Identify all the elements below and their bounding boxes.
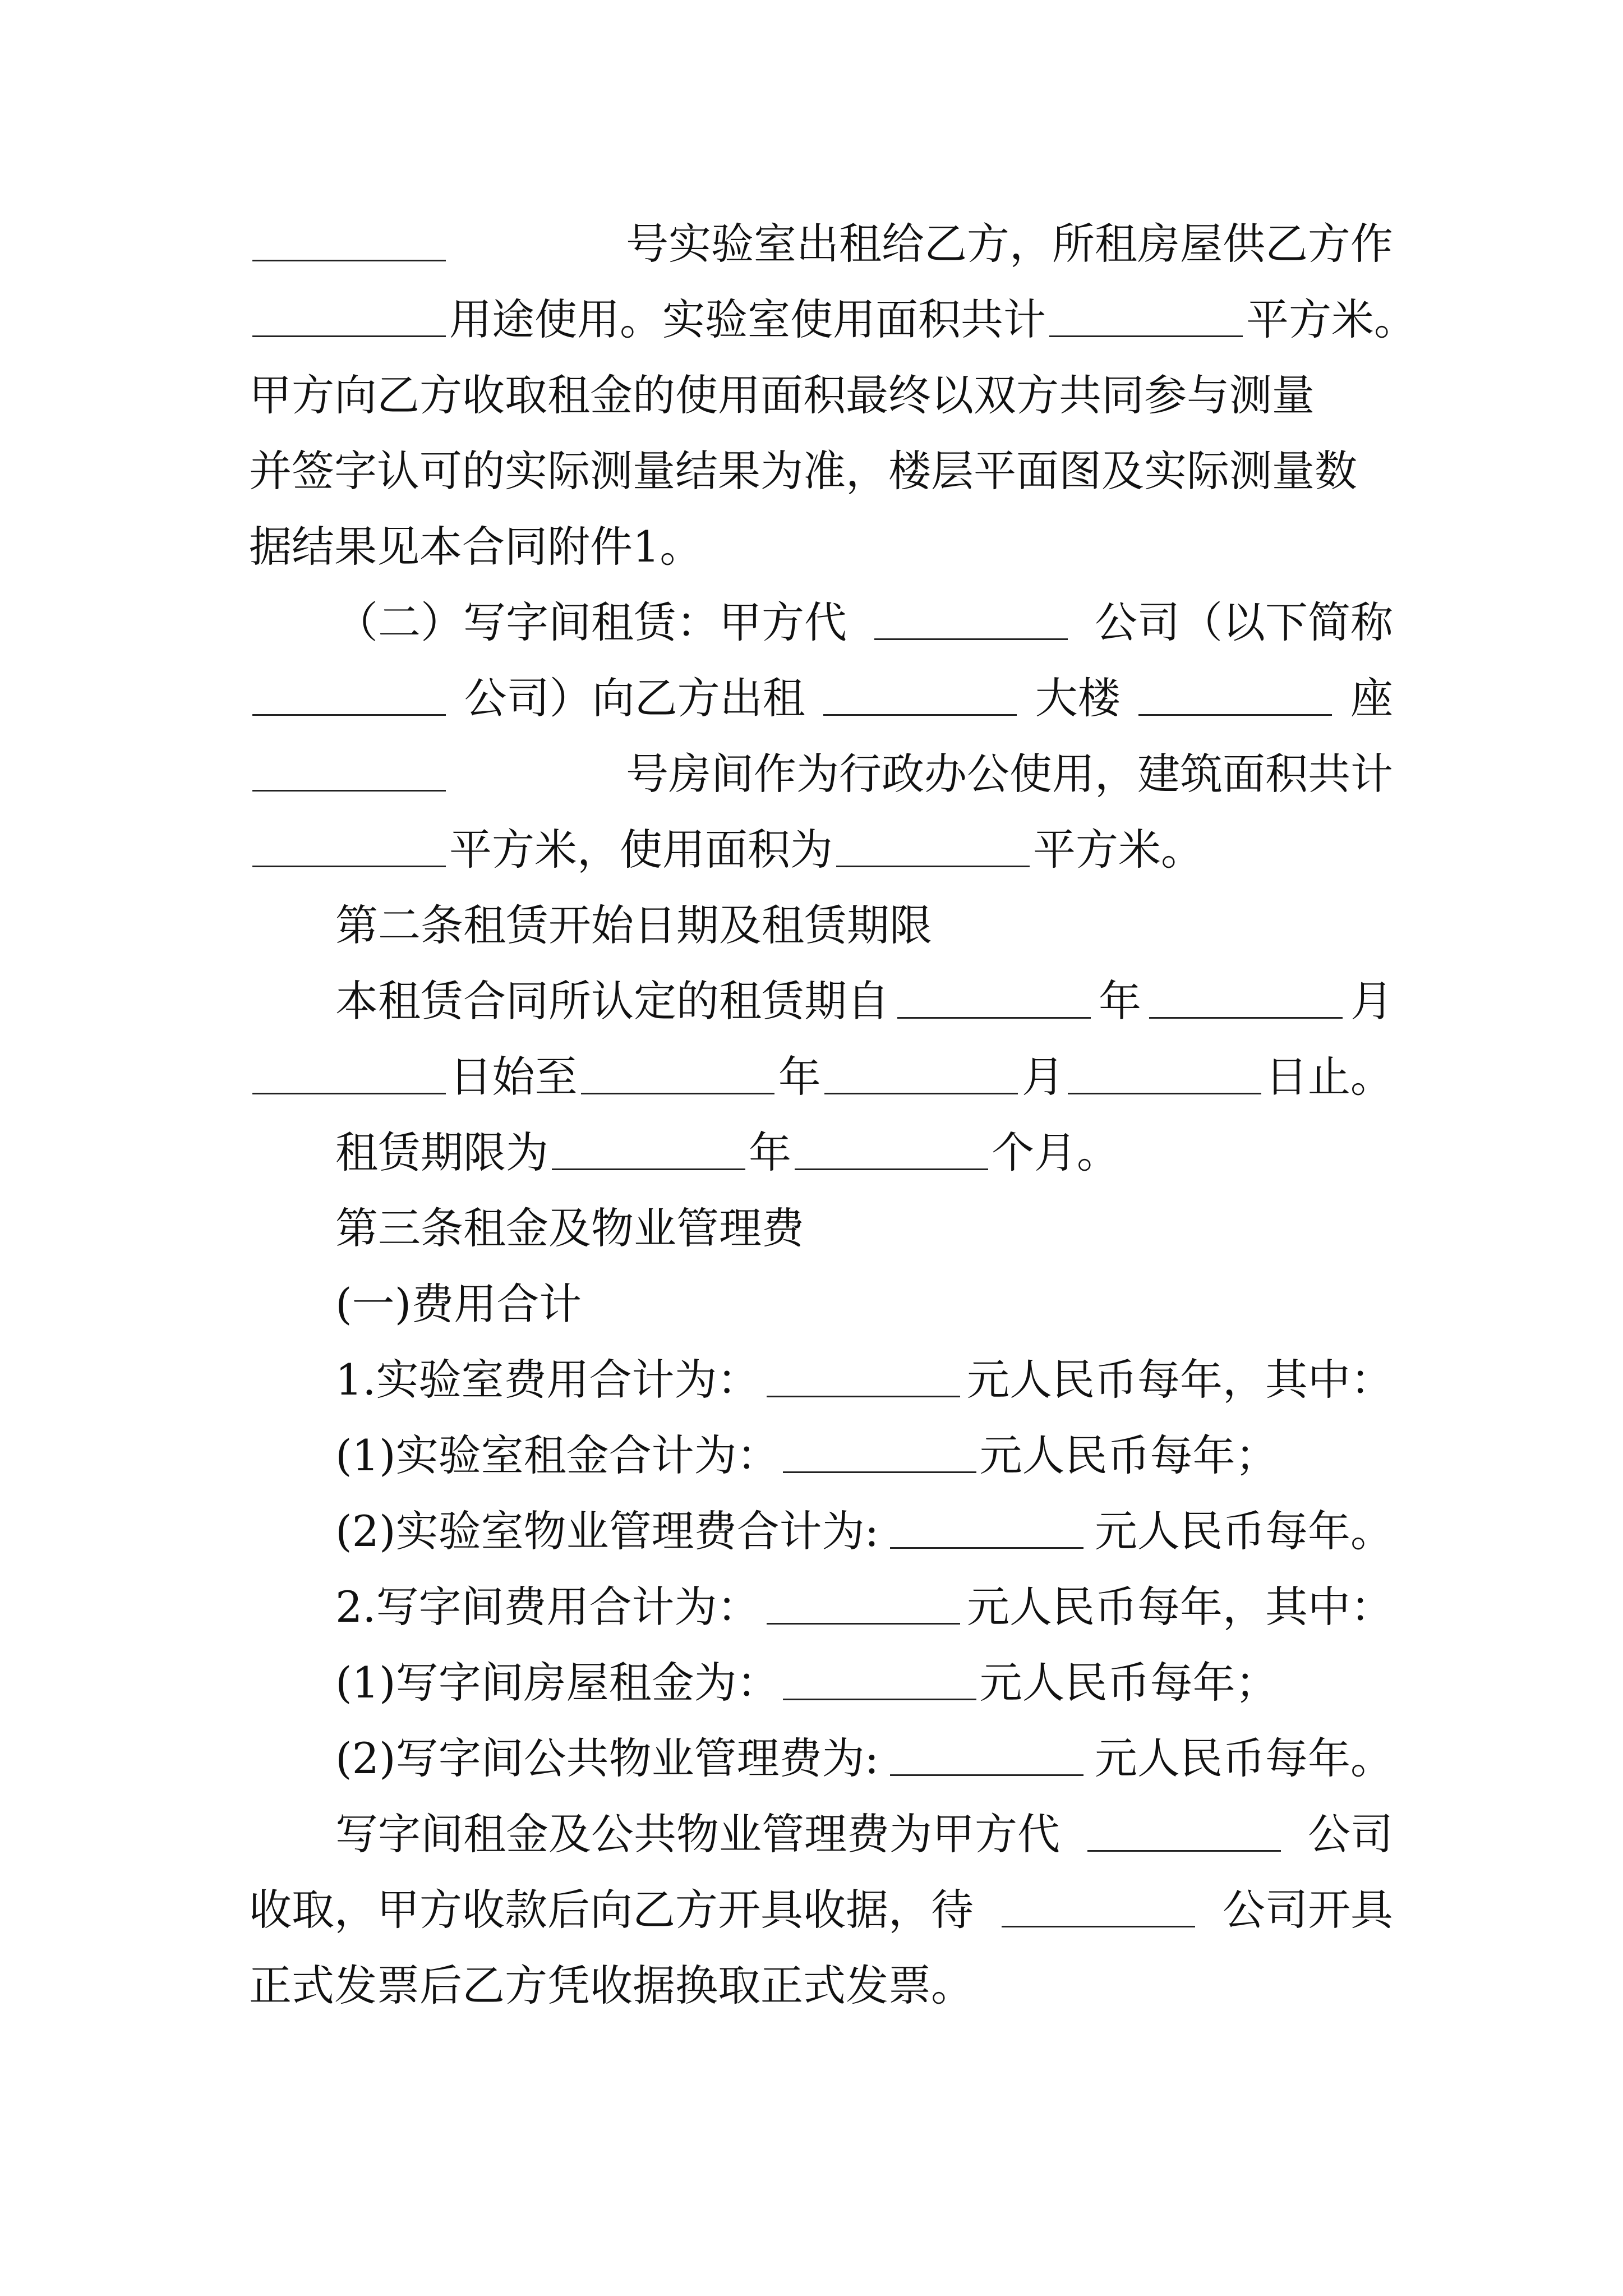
text-segment: 并签字认可的实际测量结果为准，楼层平面图及实际测量数: [249, 446, 1357, 496]
text-segment: 平方米。: [1033, 825, 1204, 875]
paragraph-line: [249, 513, 1393, 581]
fill-in-blank[interactable]: [767, 1363, 960, 1397]
paragraph-line: [335, 1346, 1393, 1414]
text-segment: 元人民币每年；: [979, 1658, 1278, 1708]
paragraph-line: [335, 1119, 1393, 1186]
text-segment: 公司开具: [1223, 1885, 1393, 1935]
paragraph-line: [335, 1573, 1393, 1641]
text-segment: 元人民币每年，其中：: [966, 1355, 1393, 1405]
fill-in-blank[interactable]: [890, 1742, 1083, 1776]
fill-in-blank[interactable]: [783, 1666, 976, 1700]
paragraph-line: [249, 665, 1393, 732]
fill-in-blank[interactable]: [252, 682, 446, 716]
fill-in-blank[interactable]: [1002, 1893, 1195, 1927]
text-segment: 2.写字间费用合计为：: [335, 1582, 760, 1632]
text-segment: 平方米，使用面积为: [449, 825, 833, 875]
text-segment: 收取，甲方收款后向乙方开具收据，待: [249, 1885, 974, 1935]
text-segment: (2)实验室物业管理费合计为:: [335, 1506, 879, 1556]
fill-in-blank[interactable]: [823, 682, 1017, 716]
text-segment: 年: [1099, 976, 1141, 1026]
text-segment: 正式发票后乙方凭收据换取正式发票。: [249, 1961, 974, 2010]
fill-in-blank[interactable]: [581, 1060, 774, 1094]
fill-in-blank[interactable]: [1049, 303, 1243, 337]
text-segment: 用途使用。实验室使用面积共计: [449, 295, 1046, 344]
paragraph-line: [335, 1498, 1393, 1565]
paragraph-line: [249, 362, 1393, 429]
paragraph-line: [335, 1649, 1393, 1717]
text-segment: 租赁期限为: [335, 1128, 548, 1177]
text-segment: 公司）向乙方出租: [464, 673, 805, 723]
fill-in-blank[interactable]: [783, 1439, 976, 1473]
paragraph-line: [249, 286, 1417, 353]
text-segment: 元人民币每年；: [979, 1430, 1278, 1480]
fill-in-blank[interactable]: [252, 833, 446, 867]
text-segment: 号实验室出租给乙方，所租房屋供乙方作: [626, 219, 1393, 269]
text-segment: 1.实验室费用合计为：: [335, 1355, 760, 1405]
fill-in-blank[interactable]: [1149, 984, 1343, 1019]
fill-in-blank[interactable]: [795, 1136, 988, 1170]
text-segment: 年: [749, 1128, 791, 1177]
text-segment: 日始至: [449, 1052, 578, 1102]
fill-in-blank[interactable]: [890, 1515, 1083, 1549]
paragraph-line: [335, 1422, 1393, 1489]
subsection-heading: [335, 1271, 1393, 1338]
text-segment: 月: [1021, 1052, 1064, 1102]
text-segment: (1)实验室租金合计为：: [335, 1430, 780, 1480]
paragraph-line: [249, 1876, 1393, 1944]
text-segment: 月: [1350, 976, 1393, 1026]
text-segment: 年: [778, 1052, 821, 1102]
text-segment: 平方米。: [1246, 295, 1417, 344]
fill-in-blank[interactable]: [1087, 1818, 1281, 1852]
text-segment: 第二条租赁开始日期及租赁期限: [335, 900, 932, 950]
paragraph-line: [249, 1952, 1393, 2019]
section-heading: [335, 1195, 1393, 1262]
text-segment: 大楼: [1035, 673, 1121, 723]
fill-in-blank[interactable]: [252, 757, 446, 792]
paragraph-line: [335, 1725, 1393, 1792]
fill-in-blank[interactable]: [874, 606, 1068, 640]
paragraph-line: [249, 438, 1393, 505]
text-segment: 写字间租金及公共物业管理费为甲方代: [335, 1809, 1060, 1859]
paragraph-line: [335, 968, 1393, 1035]
paragraph-line: [335, 1801, 1393, 1868]
paragraph-line: [249, 210, 1393, 278]
text-segment: 元人民币每年。: [1094, 1506, 1393, 1556]
text-segment: 本租赁合同所认定的租赁期自: [335, 976, 889, 1026]
fill-in-blank[interactable]: [552, 1136, 745, 1170]
text-segment: 元人民币每年。: [1094, 1733, 1393, 1783]
fill-in-blank[interactable]: [252, 1060, 446, 1094]
fill-in-blank[interactable]: [1138, 682, 1332, 716]
fill-in-blank[interactable]: [252, 227, 446, 261]
text-segment: 甲方向乙方收取租金的使用面积最终以双方共同参与测量: [249, 370, 1315, 420]
paragraph-line: [249, 1043, 1393, 1111]
fill-in-blank[interactable]: [767, 1590, 960, 1625]
section-heading: [335, 892, 1393, 959]
text-segment: 号房间作为行政办公使用，建筑面积共计: [626, 749, 1393, 799]
text-segment: 第三条租金及物业管理费: [335, 1203, 804, 1253]
text-segment: (一)费用合计: [335, 1279, 582, 1329]
text-segment: 公司（以下简称: [1095, 597, 1393, 647]
fill-in-blank[interactable]: [252, 303, 446, 337]
text-segment: (1)写字间房屋租金为：: [335, 1658, 780, 1708]
fill-in-blank[interactable]: [824, 1060, 1018, 1094]
paragraph-line: [249, 816, 1393, 884]
text-segment: （二）写字间租赁：甲方代: [335, 597, 847, 647]
text-segment: 座: [1350, 673, 1393, 723]
fill-in-blank[interactable]: [1068, 1060, 1261, 1094]
text-segment: 元人民币每年，其中：: [966, 1582, 1393, 1632]
text-segment: 公司: [1308, 1809, 1393, 1859]
fill-in-blank[interactable]: [836, 833, 1030, 867]
paragraph-line: [335, 589, 1393, 656]
text-segment: 据结果见本合同附件1。: [249, 522, 703, 572]
text-segment: 日止。: [1265, 1052, 1393, 1102]
paragraph-line: [249, 740, 1393, 808]
text-segment: (2)写字间公共物业管理费为:: [335, 1733, 879, 1783]
text-segment: 个月。: [992, 1128, 1119, 1177]
fill-in-blank[interactable]: [897, 984, 1091, 1019]
